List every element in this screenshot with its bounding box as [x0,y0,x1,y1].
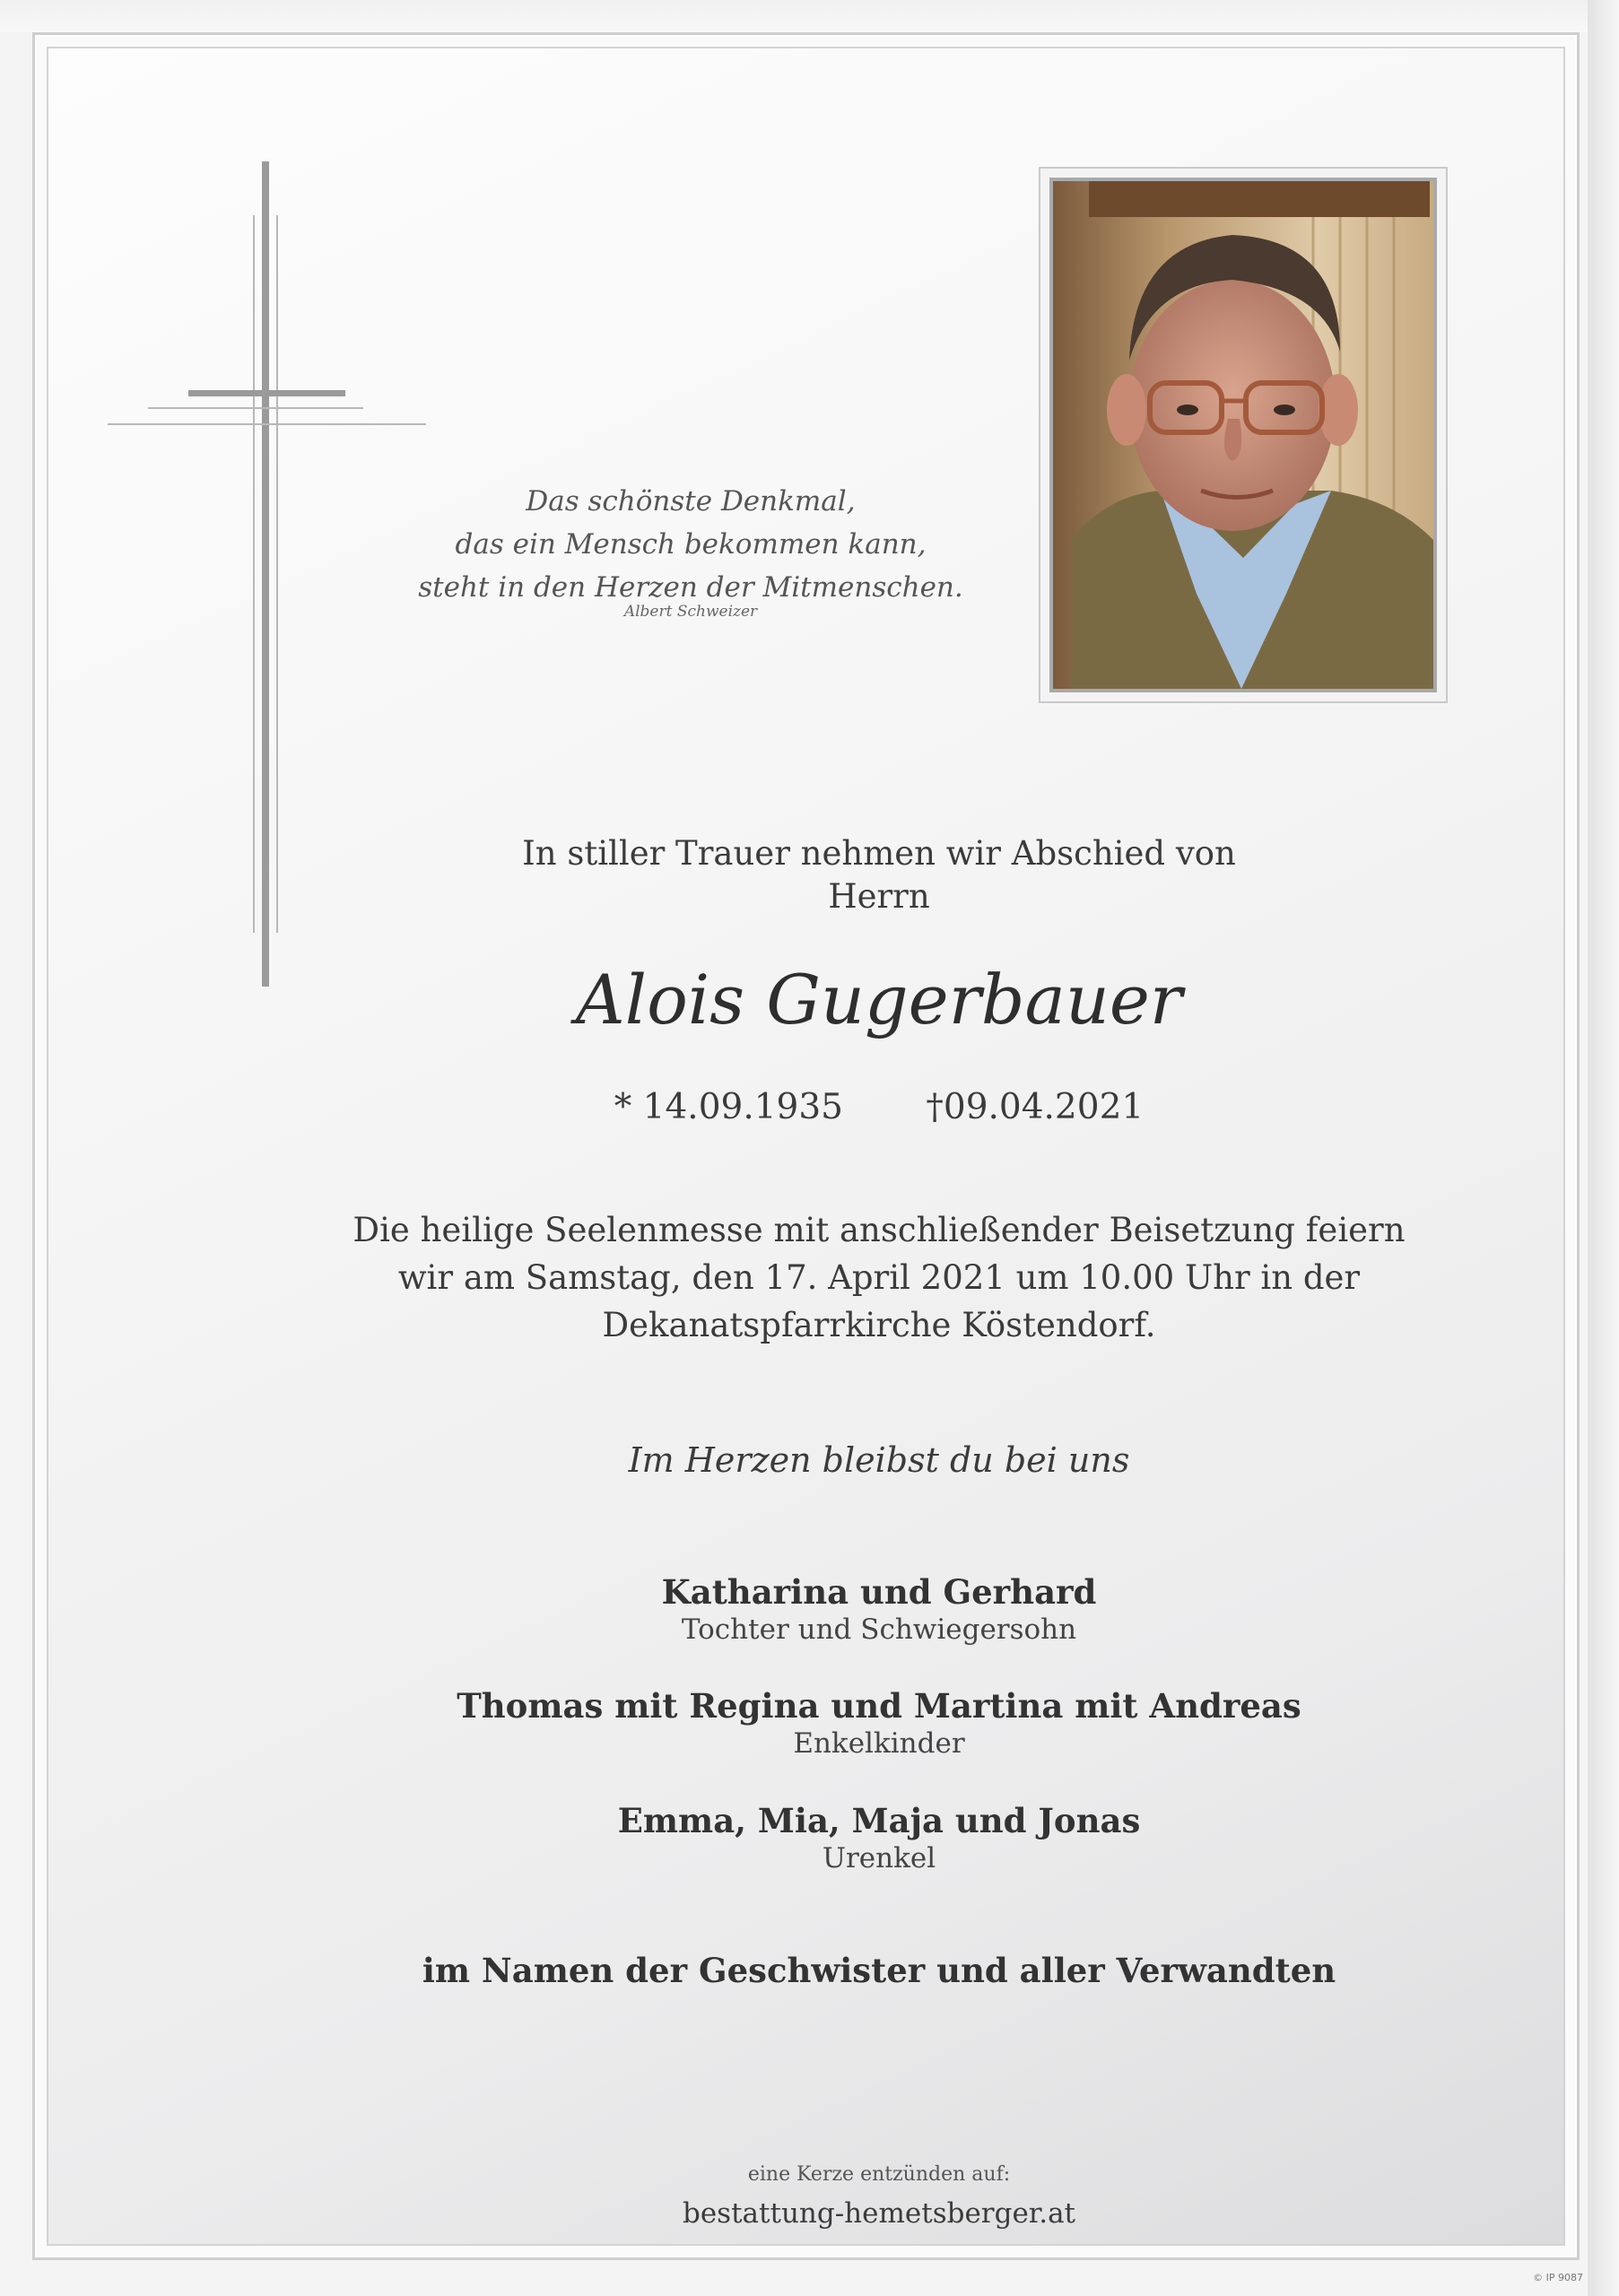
deceased-name: Alois Gugerbauer [575,960,1183,1039]
footer-label: eine Kerze entzünden auf: [747,2163,1011,2186]
closing-line: im Namen der Geschwister und aller Verwandten [422,1951,1336,1990]
intro-line: Herrn [828,877,930,916]
mourner-group [269,1686,1489,1761]
mourner-names: Emma, Mia, Maja und Jonas [617,1801,1141,1840]
quote-line: das ein Mensch bekommen kann, [455,528,927,561]
quote-line: steht in den Herzen der Mitmenschen. [418,571,963,604]
mourner-relation: Urenkel [822,1842,936,1874]
mourner-group [269,1572,1489,1648]
motto: Im Herzen bleibst du bei uns [628,1440,1130,1480]
right-edge [1588,0,1619,2296]
portrait-photo [1049,178,1437,692]
intro-line: In stiller Trauer nehmen wir Abschied von [522,834,1236,873]
intro-text [269,832,1489,918]
mourner-group [269,1801,1489,1876]
mourner-relation: Tochter und Schwiegersohn [681,1613,1077,1646]
mourner-names: Thomas mit Regina und Martina mit Andreas [457,1686,1301,1726]
memorial-quote [386,480,996,609]
mourner-names: Katharina und Gerhard [661,1572,1097,1612]
birth-date: * 14.09.1935 [614,1087,843,1127]
top-edge [0,0,1619,32]
life-dates [269,1087,1489,1127]
service-line: Dekanatspfarrkirche Köstendorf. [602,1306,1156,1344]
death-date: †09.04.2021 [926,1087,1145,1127]
service-line: wir am Samstag, den 17. April 2021 um 10.00 Uhr in der [397,1258,1361,1297]
service-announcement [269,1206,1489,1349]
service-line: Die heilige Seelenmesse mit anschließender Beisetzung feiern [353,1211,1406,1249]
quote-line: Das schönste Denkmal, [526,485,856,517]
website-link[interactable]: bestattung-hemetsberger.at [682,2197,1076,2230]
quote-author: Albert Schweizer [623,603,758,621]
copyright-note: © IP 9087 [1533,2272,1583,2283]
mourner-relation: Enkelkinder [793,1727,965,1760]
